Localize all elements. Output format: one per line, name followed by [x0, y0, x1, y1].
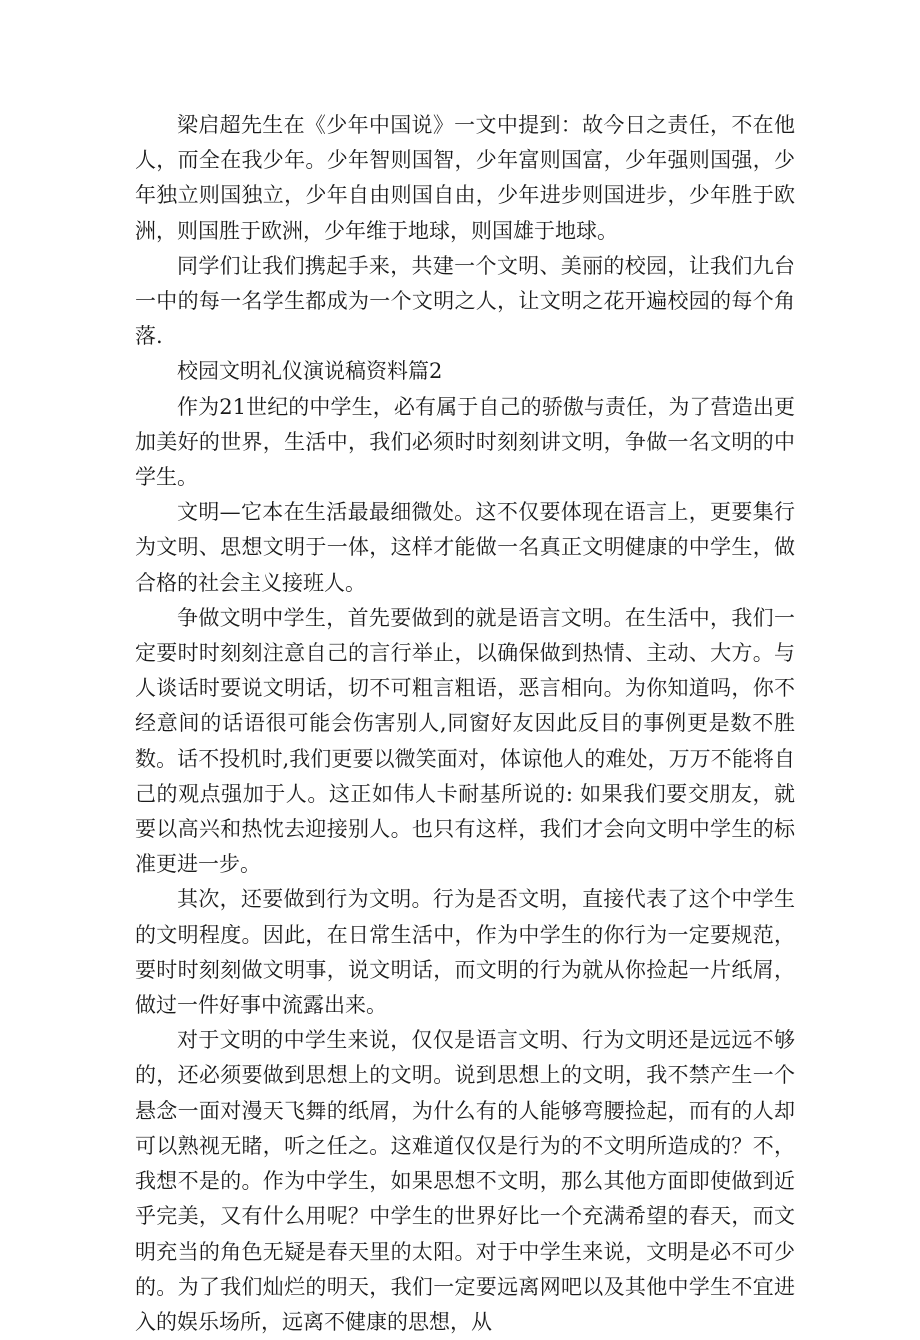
paragraph-civility-definition: 文明—它本在生活最最细微处。这不仅要体现在语言上，更要集行为文明、思想文明于一体，这样才能做一名真正文明健康的中学生，做合格的社会主义接班人。 — [135, 500, 795, 595]
paragraph-thought-civility: 对于文明的中学生来说，仅仅是语言文明、行为文明还是远远不够的，还必须要做到思想上的文明。说到思想上的文明，我不禁产生一个悬念一面对漫天飞舞的纸屑，为什么有的人能够弯腰捡起，而有的人却可以熟视无睹，听之任之。这难道仅仅是行为的不文明所造成的？不，我想不是的。作为中学生，如果思想不文明，那么其他方面即使做到近乎完美，又有什么用呢？中学生的世界好比一个充满希望的春天，而文明充当的角色无疑是春天里的太阳。对于中学生来说，文明是必不可少的。为了我们灿烂的明天，我们一定要远离网吧以及其他中学生不宜进入的娱乐场所，远离不健康的思想，从 — [135, 1028, 795, 1334]
paragraph-language-civility: 争做文明中学生，首先要做到的就是语言文明。在生活中，我们一定要时时刻刻注意自己的言行举止，以确保做到热情、主动、大方。与人谈话时要说文明话，切不可粗言粗语，恶言相向。为你知道吗，你不经意间的话语很可能会伤害别人,同窗好友因此反目的事例更是数不胜数。话不投机时,我们更要以微笑面对，体谅他人的难处，万万不能将自己的观点强加于人。这正如伟人卡耐基所说的: 如果我们要交朋友，就要以高兴和热忱去迎接别人。也只有这样，我们才会向文明中学生的标准更进一步。 — [135, 605, 795, 877]
paragraph-responsibility: 作为21世纪的中学生，必有属于自己的骄傲与责任，为了营造出更加美好的世界，生活中，我们必须时时刻刻讲文明，争做一名文明的中学生。 — [135, 394, 795, 490]
paragraph-call-to-action: 同学们让我们携起手来，共建一个文明、美丽的校园，让我们九台一中的每一名学生都成为一个文明之人，让文明之花开遍校园的每个角落. — [135, 253, 795, 349]
paragraph-behavior-civility: 其次，还要做到行为文明。行为是否文明，直接代表了这个中学生的文明程度。因此，在日常生活中，作为中学生的你行为一定要规范，要时时刻刻做文明事，说文明话，而文明的行为就从你捡起一片纸屑，做过一件好事中流露出来。 — [135, 887, 795, 1018]
document-body — [135, 108, 795, 1340]
section-heading: 校园文明礼仪演说稿资料篇2 — [177, 359, 443, 384]
paragraph-intro-quote: 梁启超先生在《少年中国说》一文中提到：故今日之责任，不在他人，而全在我少年。少年智则国智，少年富则国富，少年强则国强，少年独立则国独立，少年自由则国自由，少年进步则国进步，少年胜于欧洲，则国胜于欧洲，少年维于地球，则国雄于地球。 — [135, 113, 795, 243]
